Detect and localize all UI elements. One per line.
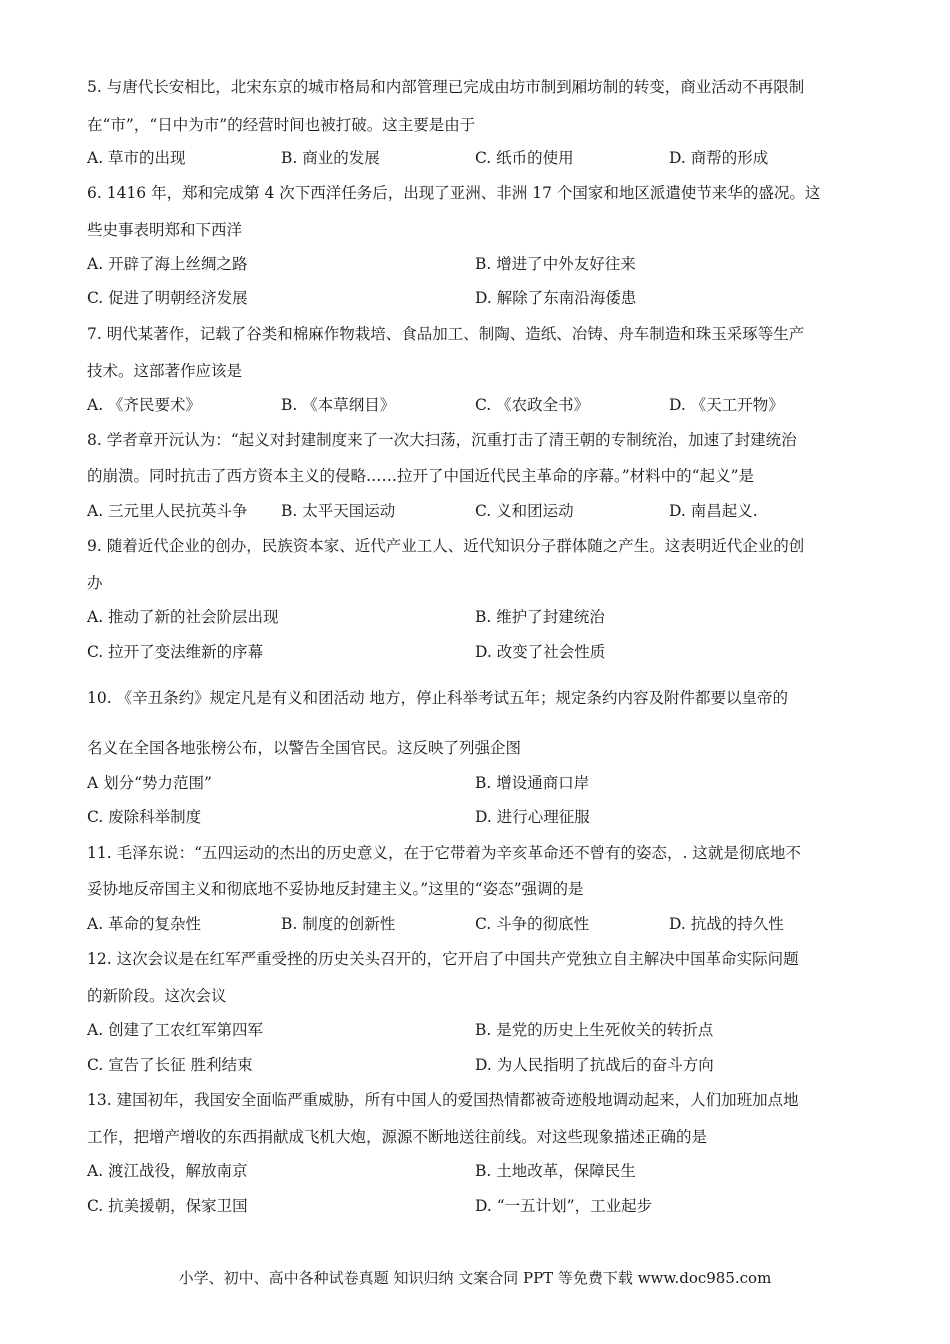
question-13-option-d[interactable]: D. “一五计划”，工业起步 <box>475 1197 653 1215</box>
question-11-option-b[interactable]: B. 制度的创新性 <box>281 915 396 933</box>
question-8-line-2: 的崩溃。同时抗击了西方资本主义的侵略……拉开了中国近代民主革命的序幕。”材料中的“起义”是 <box>87 467 755 485</box>
question-6-line-2: 些史事表明郑和下西洋 <box>87 221 243 239</box>
question-12-line-2: 的新阶段。这次会议 <box>87 987 227 1005</box>
question-6-line-1: 6. 1416 年，郑和完成第 4 次下西洋任务后，出现了亚洲、非洲 17 个国家和地区派遣使节来华的盛况。这 <box>87 184 821 202</box>
question-13-line-1: 13. 建国初年，我国安全面临严重威胁，所有中国人的爱国热情都被奇迹般地调动起来，人们加班加点地 <box>87 1091 799 1109</box>
question-10-option-a[interactable]: A 划分“势力范围” <box>87 774 212 792</box>
question-8-option-c[interactable]: C. 义和团运动 <box>475 502 574 520</box>
question-7-option-b[interactable]: B. 《本草纲目》 <box>281 396 396 414</box>
question-12-option-b[interactable]: B. 是党的历史上生死攸关的转折点 <box>475 1021 714 1039</box>
question-10-option-b[interactable]: B. 增设通商口岸 <box>475 774 590 792</box>
question-12-option-a[interactable]: A. 创建了工农红军第四军 <box>87 1021 264 1039</box>
question-8-line-1: 8. 学者章开沅认为：“起义对封建制度来了一次大扫荡，沉重打击了清王朝的专制统治，加速了封建统治 <box>87 431 797 449</box>
question-12-line-1: 12. 这次会议是在红军严重受挫的历史关头召开的，它开启了中国共产党独立自主解决中国革命实际问题 <box>87 950 799 968</box>
question-9-option-d[interactable]: D. 改变了社会性质 <box>475 643 606 661</box>
question-13-option-c[interactable]: C. 抗美援朝，保家卫国 <box>87 1197 248 1215</box>
question-8-option-a[interactable]: A. 三元里人民抗英斗争 <box>87 502 248 520</box>
question-7-option-d[interactable]: D. 《天工开物》 <box>669 396 784 414</box>
question-12-option-c[interactable]: C. 宣告了长征 胜利结束 <box>87 1056 253 1074</box>
question-11-option-c[interactable]: C. 斗争的彻底性 <box>475 915 590 933</box>
question-13-line-2: 工作，把增产增收的东西捐献成飞机大炮，源源不断地送往前线。对这些现象描述正确的是 <box>87 1128 708 1146</box>
question-13-option-b[interactable]: B. 土地改革，保障民生 <box>475 1162 636 1180</box>
question-9-line-1: 9. 随着近代企业的创办，民族资本家、近代产业工人、近代知识分子群体随之产生。这表明近代企业的创 <box>87 537 805 555</box>
question-8-option-d[interactable]: D. 南昌起义. <box>669 502 758 520</box>
question-11-option-a[interactable]: A. 革命的复杂性 <box>87 915 202 933</box>
question-7-option-a[interactable]: A. 《齐民要术》 <box>87 396 202 414</box>
question-9-option-a[interactable]: A. 推动了新的社会阶层出现 <box>87 608 279 626</box>
question-6-option-a[interactable]: A. 开辟了海上丝绸之路 <box>87 255 248 273</box>
question-13-option-a[interactable]: A. 渡江战役，解放南京 <box>87 1162 248 1180</box>
question-9-option-c[interactable]: C. 拉开了变法维新的序幕 <box>87 643 264 661</box>
question-5-option-d[interactable]: D. 商帮的形成 <box>669 149 769 167</box>
question-7-line-1: 7. 明代某著作，记载了谷类和棉麻作物栽培、食品加工、制陶、造纸、冶铸、舟车制造和珠玉采琢等生产 <box>87 325 805 343</box>
question-10-line-2: 名义在全国各地张榜公布，以警告全国官民。这反映了列强企图 <box>87 739 522 757</box>
question-12-option-d[interactable]: D. 为人民指明了抗战后的奋斗方向 <box>475 1056 714 1074</box>
question-8-option-b[interactable]: B. 太平天国运动 <box>281 502 396 520</box>
question-7-option-c[interactable]: C. 《农政全书》 <box>475 396 590 414</box>
question-9-line-2: 办 <box>87 574 103 592</box>
question-11-option-d[interactable]: D. 抗战的持久性 <box>669 915 784 933</box>
question-11-line-1: 11. 毛泽东说：“五四运动的杰出的历史意义，在于它带着为辛亥革命还不曾有的姿态，. 这就是彻底地不 <box>87 844 801 862</box>
question-5-option-c[interactable]: C. 纸币的使用 <box>475 149 574 167</box>
question-9-option-b[interactable]: B. 维护了封建统治 <box>475 608 605 626</box>
question-6-option-d[interactable]: D. 解除了东南沿海倭患 <box>475 289 637 307</box>
question-6-option-c[interactable]: C. 促进了明朝经济发展 <box>87 289 248 307</box>
question-10-option-c[interactable]: C. 废除科举制度 <box>87 808 202 826</box>
page-footer: 小学、初中、高中各种试卷真题 知识归纳 文案合同 PPT 等免费下载 www.doc985.com <box>178 1269 772 1287</box>
question-5-option-a[interactable]: A. 草市的出现 <box>87 149 186 167</box>
question-5-line-1: 5. 与唐代长安相比，北宋东京的城市格局和内部管理已完成由坊市制到厢坊制的转变，商业活动不再限制 <box>87 78 805 96</box>
question-5-option-b[interactable]: B. 商业的发展 <box>281 149 380 167</box>
question-6-option-b[interactable]: B. 增进了中外友好往来 <box>475 255 636 273</box>
question-11-line-2: 妥协地反帝国主义和彻底地不妥协地反封建主义。”这里的“姿态”强调的是 <box>87 880 584 898</box>
question-7-line-2: 技术。这部著作应该是 <box>87 362 243 380</box>
question-10-option-d[interactable]: D. 进行心理征服 <box>475 808 590 826</box>
question-5-line-2: 在“市”，“日中为市”的经营时间也被打破。这主要是由于 <box>87 116 476 134</box>
question-10-line-1: 10. 《辛丑条约》规定凡是有义和团活动 地方，停止科举考试五年；规定条约内容及附件都要以皇帝的 <box>87 689 789 707</box>
